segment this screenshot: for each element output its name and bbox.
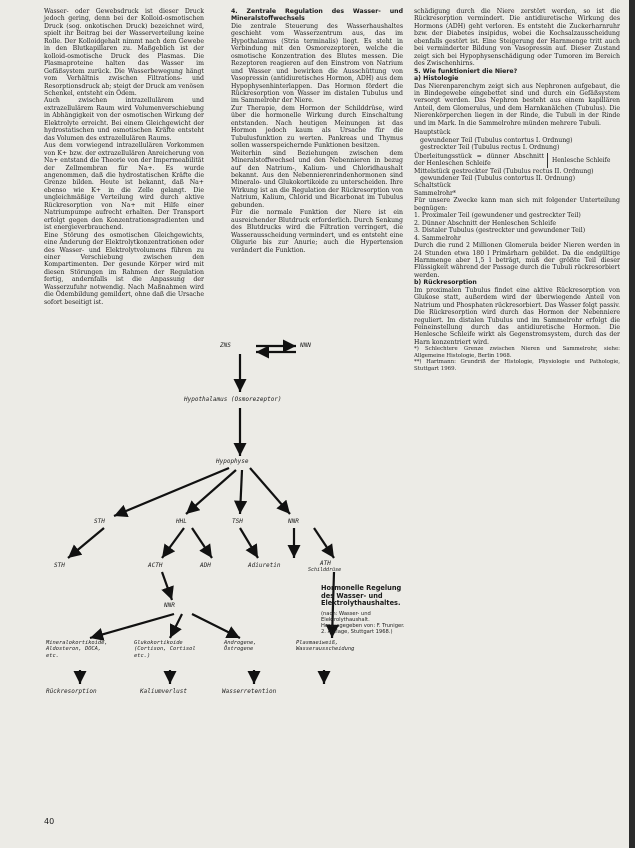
paragraph: Im proximalen Tubulus findet eine aktive Rückresorption von Glukose statt, außerdem wird der überwiegende Anteil von Natrium und Phosphaten rückresorbiert. Das Wasser folgt passiv. Die Rückresorption wird durch das Hormon der Nebenniere reguliert. Im distalen Tubulus und im Sammelrohr erfolgt die Feineinstellung durch das antidiuretische Hormon. Die Henlesche Schleife wirkt als Gegenstromsystem, durch das der Harn konzentriert wird. — [414, 286, 620, 346]
page-number: 40 — [44, 817, 55, 826]
node-sth-effect: STH — [54, 562, 65, 569]
paragraph: Weiterhin sind Beziehungen zwischen dem Mineralstoffwechsel und den Nebennieren in bezug auf den Natrium-, Kalium- und Chloridhaushalt bekannt. Aus den Nebennierenrindenhormonen sind Mineralo- und Glukokortikoide zu unterscheiden. Ihre Wirkung ist an die Regulation der Rückresorption von Natrium, Kalium, Chlorid und Bicarbonat im Tubulus gebunden. — [231, 149, 403, 209]
part-item: gewundener Teil (Tubulus contortus I. Ordnung) — [420, 136, 573, 144]
list-item: 2. Dünner Abschnitt der Henleschen Schleife — [414, 219, 557, 227]
node-hhl: HHL — [176, 518, 187, 525]
footnote: **) Hartmann: Grundriß der Histologie, Physiologie und Pathologie, Stuttgart 1969. — [414, 359, 620, 372]
paragraph: Für unsere Zwecke kann man sich mit folgender Unterteilung begnügen: — [414, 197, 620, 212]
henle-label: Henlesche Schleife — [552, 156, 611, 164]
node-hypophyse: Hypophyse — [216, 458, 249, 465]
output-potassium-loss: Kaliumverlust — [140, 688, 187, 695]
node-tsh: TSH — [232, 518, 243, 525]
text-column-left — [44, 8, 204, 306]
list-item: 1. Proximaler Teil (gewundener und gestreckter Teil) — [414, 212, 581, 220]
subsection-heading: b) Rückresorption — [414, 279, 477, 287]
output-resorption: Rückresorption — [46, 688, 97, 695]
list-item: 4. Sammelrohr — [414, 234, 461, 242]
part-item: Mittelstück gestreckter Teil (Tubulus rectus II. Ordnung) — [414, 167, 594, 175]
scan-edge — [629, 0, 635, 848]
part-item: Sammelrohr* — [414, 189, 457, 197]
node-hypothalamus: Hypothalamus (Osmorezeptor) — [184, 396, 282, 403]
paragraph: Aus dem vorwiegend intrazellulären Vorkommen von K+ bzw. der extrazellulären Anreicherung von Na+ entstand die Theorie von der Impermeabilität der Zellmembran für Na+. Es wurde angenommen, daß die hydrostatischen Kräfte die Grenze bilden. Heute ist bekannt, daß Na+ ebenso wie K+ in die Zelle gelangt. Die ungleichmäßige Verteilung wird durch aktive Rückresorption von Na+ mit Hilfe einer Natriumpumpe aufrecht erhalten. Der Transport erfolgt gegen den Konzentrationsgradienten und ist energieverbrauchend. — [44, 142, 204, 232]
paragraph: schädigung durch die Niere zerstört werden, so ist die Rückresorption vermindert. Die antidiuretische Wirkung des Hormons (ADH) geht verloren. Es entsteht die Zuckerharnruhr bzw. der Diabetes insipidus, wobei die Kochsalzausscheidung ebenfalls gestört ist. Eine Steigerung der Harnmenge tritt auch bei verminderter Bildung von Vasopressin auf. Dieser Zustand zeigt sich bei Hypophysenschädigung oder Tumoren im Bereich des Zwischenhirns. — [414, 8, 620, 68]
node-nnr-top: NNR — [288, 518, 299, 525]
paragraph: Durch die rund 2 Millionen Glomerula beider Nieren werden in 24 Stunden etwa 180 l Primärharn gebildet. Da die endgültige Harnmenge aber 1,5 l beträgt, muß der größte Teil dieser Flüssigkeit während der Passage durch die Tubuli rückresorbiert werden. — [414, 242, 620, 279]
node-nnn: NNN — [300, 342, 311, 349]
node-adh: ADH — [200, 562, 211, 569]
node-ath: ATH — [320, 560, 331, 567]
node-adiuretin: Adiuretin — [248, 562, 281, 569]
part-item: gestreckter Teil (Tubulus rectus I. Ordnung) — [420, 144, 560, 152]
parts-title: Hauptstück — [414, 129, 451, 137]
node-schilddruese: Schilddrüse — [308, 567, 342, 573]
part-item: Überleitungsstück = dünner Abschnitt der Henleschen Schleife — [414, 153, 548, 168]
division-list — [414, 212, 620, 242]
node-sth: STH — [94, 518, 105, 525]
node-acth: ACTH — [148, 562, 163, 569]
node-zns: ZNS — [220, 342, 231, 349]
part-item: Schaltstück — [414, 182, 451, 190]
caption-title: Hormonelle Regelung des Wasser- und Elektrolythaushaltes. — [321, 584, 402, 608]
box-plasma-protein: Plasmaeiweiß, Wasserausscheidung — [296, 640, 355, 653]
paragraph: Auch zwischen intrazellulärem und extrazellulärem Raum wird Volumenverschiebung in Abhängigkeit von der osmotischen Wirkung der Elektrolyte erreicht. Bei einem Gleichgewicht der hydrostatischen und osmotischen Kräfte entsteht das Volumen des extrazellulären Raums. — [44, 97, 204, 142]
box-mineralocorticoids: Mineralokortikoide, Aldosteron, DOCA, etc. — [46, 640, 108, 659]
figure-caption — [321, 585, 407, 636]
box-glucocorticoids: Glukokortikoide (Cortison, Cortisol etc.) — [134, 640, 196, 659]
paragraph: Das Nierenparenchym zeigt sich aus Nephronen aufgebaut, die in Bindegewebe eingebettet sind und durch ein Gefäßsystem versorgt werden. Das Nephron besteht aus einem kapillären Anteil, dem Glomerulus, und dem Harnkanälchen (Tubulus). Die Nierenkörperchen liegen in der Rinde, die Tubuli in der Rinde und im Mark. In die Sammelrohre münden mehrere Tubuli. — [414, 82, 620, 127]
paragraph: Wasser- oder Gewebsdruck ist dieser Druck jedoch gering, denn bei der Kolloid-osmotischen Druck (sog. onkotischen Druck) bezeichnet wird, spielt ihr Beitrag bei der Wasserverteilung keine Rolle. Der Kolloidgehalt nimmt nach dem Gewebe in den Blutkapillaren zu. Maßgeblich ist der kolloid-osmotische Druck des Plasmas. Die Plasmaproteine halten das Wasser im Gefäßsystem zurück. Die Wasserbewegung hängt vom Verhältnis zwischen Filtrations- und Resorptionsdruck ab; steigt der Druck am venösen Schenkel, entsteht ein Ödem. — [44, 8, 204, 97]
paragraph: Zur Therapie, dem Hormon der Schilddrüse, wird über die hormonelle Wirkung durch Einschaltung entstanden. Nach heutigen Meinungen ist das Hormon jedoch kaum als Ursache für die Tubulusfunktion zu werten. Pankreas und Thymus sollen wasserspeichernde Funktionen besitzen. — [231, 104, 403, 150]
part-item: gewundener Teil (Tubulus contortus II. Ordnung) — [420, 174, 575, 182]
henle-group — [414, 153, 620, 168]
paragraph: Für die normale Funktion der Niere ist ein ausreichender Blutdruck erforderlich. Durch Senkung des Blutdrucks wird die Filtration verringert, die Wasserausscheidung vermindert, und es entsteht eine Oligurie bis zur Anurie; auch die Hypertension verändert die Funktion. — [231, 209, 403, 254]
paragraph: Eine Störung des osmotischen Gleichgewichts, eine Änderung der Elektrolytkonzentrationen oder des Wasser- und Elektrolytvolumens führen zu einer Verschiebung zwischen den Kompartimenten. Der gesunde Körper wird mit diesen Störungen im Rahmen der Regulation fertig, andernfalls ist die Anpassung der Wasserzufuhr notwendig. Nach Maßnahmen wird die Ödembildung gemildert, ohne daß die Ursache sofort beseitigt ist. — [44, 231, 204, 306]
nephron-parts — [414, 129, 620, 197]
section-heading: 4. Zentrale Regulation des Wasser- und Mineralstoffwechsels — [231, 8, 403, 23]
box-androgens: Androgene, Östrogene — [224, 640, 257, 653]
footnote: *) Schlechtere Grenze zwischen Nieren und Sammelrohr, siehe: Allgemeine Histologie, Berlin 1968. — [414, 346, 620, 359]
subsection-heading: a) Histologie — [414, 75, 459, 83]
hormone-regulation-diagram — [44, 338, 404, 700]
caption-source: (nach: Wasser- und Elektrolythaushalt. Herausgegeben von: F. Truniger. 2. Auflage, Stuttgart 1968.) — [321, 610, 405, 636]
output-water-retention: Wasserretention — [222, 688, 277, 695]
text-column-right — [414, 8, 620, 372]
text-column-middle — [231, 8, 403, 254]
section-heading: 5. Wie funktioniert die Niere? — [414, 67, 518, 75]
node-nnr: NNR — [164, 602, 175, 609]
list-item: 3. Distaler Tubulus (gestreckter und gewundener Teil) — [414, 227, 586, 235]
paragraph: Die zentrale Steuerung des Wasserhaushaltes geschieht vom Wasserzentrum aus, das im Hypothalamus (Stria terminalis) liegt. Es steht in Verbindung mit den Osmorezeptoren, welche die osmotische Konzentration des Blutes messen. Die Rezeptoren reagieren auf den Einstrom von Natrium und Wasser und bewirken die Ausschüttung von Vasopressin (antidiuretisches Hormon, ADH) aus dem Hypophysenhinterlappen. Das Hormon fördert die Rückresorption von Wasser im distalen Tubulus und im Sammelrohr der Niere. — [231, 22, 403, 105]
